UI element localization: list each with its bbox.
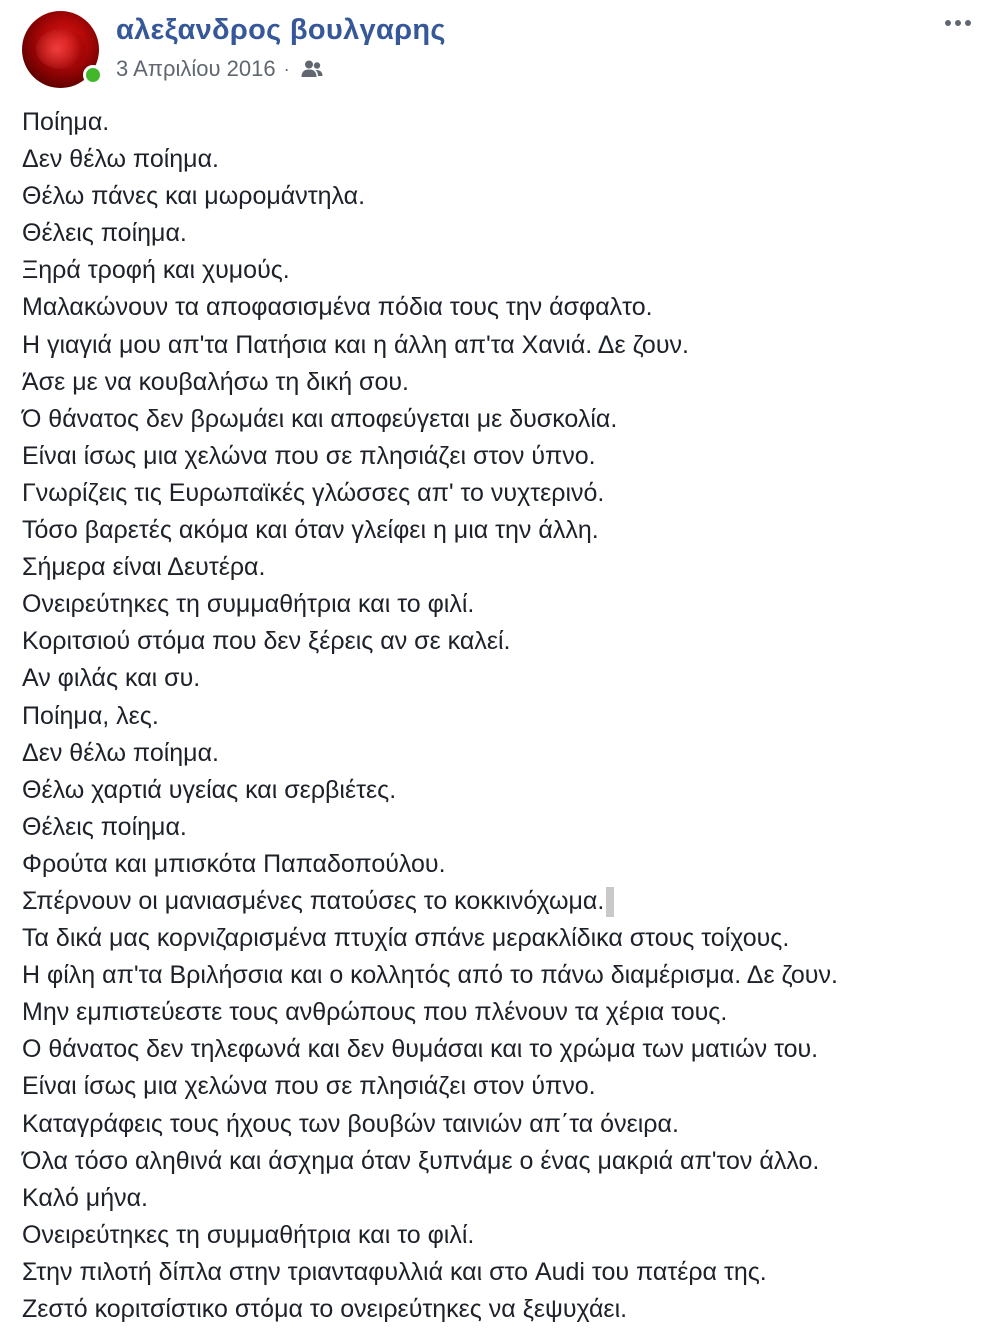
poem-line-text: Σήμερα είναι Δευτέρα. bbox=[22, 553, 266, 582]
poem-line bbox=[22, 1031, 982, 1068]
poem-line-text: Ζεστό κοριτσίστικο στόμα το ονειρεύτηκες να ξεψυχάει. bbox=[22, 1295, 628, 1323]
poem-line bbox=[22, 178, 982, 215]
more-options-icon-dot bbox=[955, 20, 961, 26]
poem-line-text: Θέλεις ποίημα. bbox=[22, 219, 187, 248]
poem-line bbox=[22, 809, 982, 846]
poem-line-text: Θέλω χαρτιά υγείας και σερβιέτες. bbox=[22, 775, 397, 804]
poem-line-text: Η γιαγιά μου απ'τα Πατήσια και η άλλη απ'τα Χανιά. Δε ζουν. bbox=[22, 330, 689, 359]
poem-line bbox=[22, 883, 982, 920]
poem-line bbox=[22, 475, 982, 512]
poem-line-text: Η φίλη απ'τα Βριλήσσια και ο κολλητός από το πάνω διαμέρισμα. Δε ζουν. bbox=[22, 961, 838, 990]
friends-icon[interactable] bbox=[300, 59, 324, 79]
poem-line-text: Στην πιλοτή δίπλα στην τριανταφυλλιά και στο Audi του πατέρα της. bbox=[22, 1257, 767, 1286]
poem-line-text: Καταγράφεις τους ήχους των βουβών ταινιών απ΄τα όνειρα. bbox=[22, 1109, 679, 1138]
more-options-button[interactable] bbox=[936, 8, 980, 38]
post-header bbox=[0, 0, 1000, 100]
poem-line-text: Γνωρίζεις τις Ευρωπαϊκές γλώσσες απ' το νυχτερινό. bbox=[22, 478, 605, 507]
poem-line-text: Μαλακώνουν τα αποφασισμένα πόδια τους την άσφαλτο. bbox=[22, 293, 653, 322]
online-status-icon bbox=[83, 65, 103, 85]
poem-line bbox=[22, 994, 982, 1031]
avatar-photo bbox=[36, 29, 86, 69]
poem-line bbox=[22, 660, 982, 697]
poem-line bbox=[22, 920, 982, 957]
poem-line-text: Τόσο βαρετές ακόμα και όταν γλείφει η μια την άλλη. bbox=[22, 516, 599, 545]
poem-line-text: Δεν θέλω ποίημα. bbox=[22, 145, 219, 174]
poem-line-text: Όλα τόσο αληθινά και άσχημα όταν ξυπνάμε ο ένας μακριά απ'τον άλλο. bbox=[22, 1146, 820, 1175]
post-body bbox=[22, 104, 982, 1328]
author-name[interactable]: αλεξανδρος βουλγαρης bbox=[116, 14, 446, 46]
poem-line bbox=[22, 1180, 982, 1217]
poem-line-text: Ονειρεύτηκες τη συμμαθήτρια και το φιλί. bbox=[22, 590, 475, 619]
poem-line bbox=[22, 698, 982, 735]
text-selection-mark bbox=[606, 887, 614, 917]
poem-line-text: Άσε με να κουβαλήσω τη δική σου. bbox=[22, 367, 409, 396]
poem-line bbox=[22, 252, 982, 289]
poem-line bbox=[22, 401, 982, 438]
poem-line bbox=[22, 772, 982, 809]
poem-line bbox=[22, 735, 982, 772]
poem-line-text: Μην εμπιστεύεστε τους ανθρώπους που πλένουν τα χέρια τους. bbox=[22, 998, 728, 1027]
poem-line-text: Ποίημα. bbox=[22, 108, 110, 136]
poem-line bbox=[22, 957, 982, 994]
poem-line bbox=[22, 512, 982, 549]
poem-line bbox=[22, 289, 982, 326]
more-options-icon-dot bbox=[965, 20, 971, 26]
poem-line bbox=[22, 623, 982, 660]
poem-line bbox=[22, 215, 982, 252]
poem-line-text: Θέλεις ποίημα. bbox=[22, 812, 187, 841]
meta-separator: · bbox=[283, 58, 290, 79]
poem-line-text: Ό θάνατος δεν βρωμάει και αποφεύγεται με δυσκολία. bbox=[22, 404, 618, 433]
poem-line bbox=[22, 1068, 982, 1105]
poem-line bbox=[22, 549, 982, 586]
poem-line bbox=[22, 438, 982, 475]
poem-line bbox=[22, 104, 982, 141]
poem-line-text: Ο θάνατος δεν τηλεφωνά και δεν θυμάσαι και το χρώμα των ματιών του. bbox=[22, 1035, 819, 1064]
poem-line-text: Αν φιλάς και συ. bbox=[22, 664, 201, 693]
poem-line-text: Κοριτσιού στόμα που δεν ξέρεις αν σε καλεί. bbox=[22, 627, 511, 656]
poem-line-text: Σπέρνουν οι μανιασμένες πατούσες το κοκκινόχωμα. bbox=[22, 886, 605, 915]
poem-line bbox=[22, 1291, 982, 1328]
poem-line-text: Ποίημα, λες. bbox=[22, 701, 159, 730]
post-meta bbox=[116, 55, 324, 83]
poem-line-text: Τα δικά μας κορνιζαρισμένα πτυχία σπάνε μερακλίδικα στους τοίχους. bbox=[22, 924, 790, 953]
poem-line bbox=[22, 141, 982, 178]
poem-line-text: Καλό μήνα. bbox=[22, 1183, 149, 1212]
more-options-icon bbox=[945, 20, 951, 26]
poem-line bbox=[22, 1143, 982, 1180]
poem-line bbox=[22, 846, 982, 883]
post-date[interactable]: 3 Απριλίου 2016 bbox=[116, 56, 276, 81]
poem-line bbox=[22, 327, 982, 364]
poem-line-text: Είναι ίσως μια χελώνα που σε πλησιάζει στον ύπνο. bbox=[22, 1072, 596, 1101]
poem-line bbox=[22, 364, 982, 401]
poem-line bbox=[22, 1217, 982, 1254]
poem-line-text: Δεν θέλω ποίημα. bbox=[22, 738, 219, 767]
poem-line bbox=[22, 586, 982, 623]
poem-line-text: Είναι ίσως μια χελώνα που σε πλησιάζει στον ύπνο. bbox=[22, 441, 596, 470]
poem-line bbox=[22, 1106, 982, 1143]
poem-line-text: Ξηρά τροφή και χυμούς. bbox=[22, 256, 290, 285]
poem-line-text: Φρούτα και μπισκότα Παπαδοπούλου. bbox=[22, 849, 446, 878]
poem-line bbox=[22, 1254, 982, 1291]
poem-line-text: Θέλω πάνες και μωρομάντηλα. bbox=[22, 182, 366, 211]
poem-line-text: Ονειρεύτηκες τη συμμαθήτρια και το φιλί. bbox=[22, 1220, 475, 1249]
